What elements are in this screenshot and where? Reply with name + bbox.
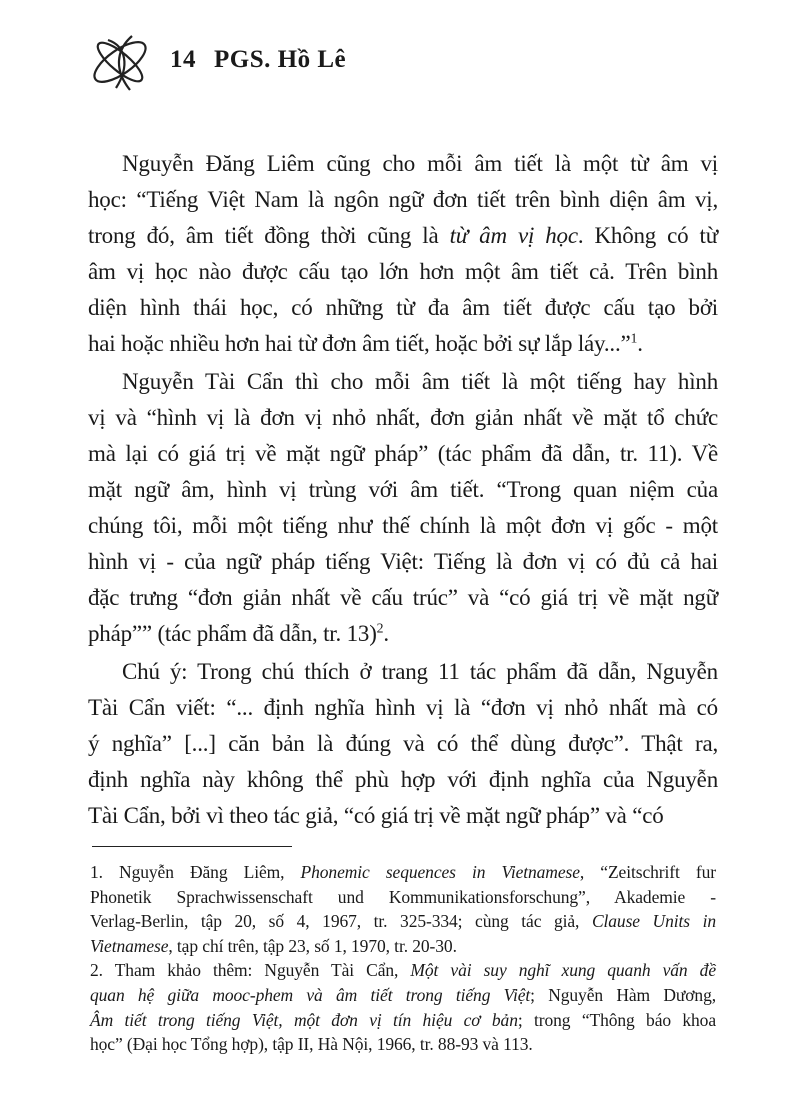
text-line <box>88 654 718 690</box>
text-line <box>88 690 718 726</box>
text-line <box>90 958 716 983</box>
text-line <box>88 182 718 218</box>
text-line <box>88 798 718 834</box>
text-segment: ; trong “Thông báo khoa <box>517 1009 717 1030</box>
text-segment: Nguyễn Tài Cẩn thì cho mỗi âm tiết là một tiếng hay hình <box>122 369 718 394</box>
text-line <box>90 860 716 885</box>
text-segment: hình vị - của ngữ pháp tiếng Việt: Tiếng là đơn vị có đủ cả hai <box>88 549 718 574</box>
swirl-ornament-icon <box>86 26 154 98</box>
italic-text: Clause Units in <box>591 911 716 932</box>
page-number: 14 <box>170 46 196 73</box>
text-segment: vị và “hình vị là đơn vị nhỏ nhất, đơn giản nhất về mặt tổ chức <box>88 405 718 430</box>
text-segment: 1. Nguyễn Đăng Liêm, <box>90 862 301 882</box>
footnotes <box>90 860 716 1057</box>
text-segment: trong đó, âm tiết đồng thời cũng là <box>88 223 450 248</box>
text-line <box>88 580 718 616</box>
text-segment: . Không có từ <box>577 223 719 248</box>
text-segment: hai hoặc nhiều hơn hai từ đơn âm tiết, hoặc bởi sự lắp láy...” <box>88 331 631 356</box>
text-segment: mà lại có giá trị về mặt ngữ pháp” (tác phẩm đã dẫn, tr. 11). Về <box>88 441 718 466</box>
running-title: PGS. Hồ Lê <box>214 46 347 73</box>
text-segment: Tài Cẩn viết: “... định nghĩa hình vị là “đơn vị nhỏ nhất mà có <box>88 695 718 720</box>
italic-text: Âm tiết trong tiếng Việt, một đơn vị tín hiệu cơ bản <box>90 1009 518 1030</box>
footnote-divider <box>92 846 292 847</box>
footnote-marker: 2 <box>376 620 384 636</box>
text-line <box>90 909 716 934</box>
italic-text: Vietnamese <box>90 935 169 956</box>
text-segment: học: “Tiếng Việt Nam là ngôn ngữ đơn tiết trên bình diện âm vị, <box>88 187 718 212</box>
text-line <box>88 326 718 362</box>
text-line <box>88 218 718 254</box>
italic-text: từ âm vị học <box>449 223 578 248</box>
text-segment: ; Nguyễn Hàm Dương, <box>530 984 717 1005</box>
text-line <box>90 1008 716 1033</box>
text-segment: đặc trưng “đơn giản nhất về cấu trúc” và “có giá trị về mặt ngữ <box>88 585 718 610</box>
paragraph <box>88 364 718 652</box>
text-line <box>88 290 718 326</box>
text-line <box>88 508 718 544</box>
text-segment: , tạp chí trên, tập 23, số 1, 1970, tr. 20-30. <box>168 935 457 956</box>
text-line <box>88 436 718 472</box>
text-segment: Phonetik Sprachwissenschaft und Kommunikationsforschung”, Akademie - <box>90 886 716 907</box>
text-line <box>88 472 718 508</box>
text-segment: Verlag-Berlin, tập 20, số 4, 1967, tr. 325-334; cùng tác giả, <box>90 911 592 932</box>
text-line <box>88 762 718 798</box>
text-line <box>90 885 716 910</box>
italic-text: Một vài suy nghĩ xung quanh vấn đề <box>410 960 716 981</box>
text-segment: ý nghĩa” [...] căn bản là đúng và có thể dùng được”. Thật ra, <box>88 731 718 756</box>
italic-text: Phonemic sequences in Vietnamese <box>300 862 580 882</box>
text-line <box>90 983 716 1008</box>
text-segment: 2. Tham khảo thêm: Nguyễn Tài Cẩn, <box>90 960 411 981</box>
text-segment: diện hình thái học, có những từ đa âm tiết được cấu tạo bởi <box>88 295 718 320</box>
text-line <box>88 544 718 580</box>
text-line <box>90 1032 716 1057</box>
text-segment: chúng tôi, mỗi một tiếng như thế chính là một đơn vị gốc - một <box>88 513 718 538</box>
text-segment: , “Zeitschrift fur <box>579 862 716 882</box>
text-segment: pháp”” (tác phẩm đã dẫn, tr. 13) <box>88 621 377 646</box>
text-segment: âm vị học nào được cấu tạo lớn hơn một âm tiết cả. Trên bình <box>88 259 718 284</box>
text-line <box>88 146 718 182</box>
text-segment: mặt ngữ âm, hình vị trùng với âm tiết. “Trong quan niệm của <box>88 477 718 502</box>
paragraph <box>88 654 718 834</box>
text-line <box>88 616 718 652</box>
italic-text: quan hệ giữa mooc-phem và âm tiết trong tiếng Việt <box>90 984 531 1005</box>
footnote-marker: 1 <box>630 330 638 346</box>
footnote <box>90 958 716 1056</box>
text-segment: . <box>383 621 389 646</box>
text-segment: định nghĩa này không thể phù hợp với định nghĩa của Nguyễn <box>88 767 718 792</box>
text-segment: Nguyễn Đăng Liêm cũng cho mỗi âm tiết là một từ âm vị <box>122 151 718 176</box>
paragraph <box>88 146 718 362</box>
text-segment: học” (Đại học Tổng hợp), tập II, Hà Nội, 1966, tr. 88-93 và 113. <box>90 1034 533 1055</box>
body-text <box>88 146 718 836</box>
text-segment: Chú ý: Trong chú thích ở trang 11 tác phẩm đã dẫn, Nguyễn <box>122 659 718 684</box>
text-line <box>88 726 718 762</box>
text-line <box>88 254 718 290</box>
text-line <box>88 400 718 436</box>
text-segment: Tài Cẩn, bởi vì theo tác giả, “có giá trị về mặt ngữ pháp” và “có <box>88 803 664 828</box>
text-line <box>88 364 718 400</box>
footnote <box>90 860 716 958</box>
text-line <box>90 934 716 959</box>
text-segment: . <box>637 331 643 356</box>
